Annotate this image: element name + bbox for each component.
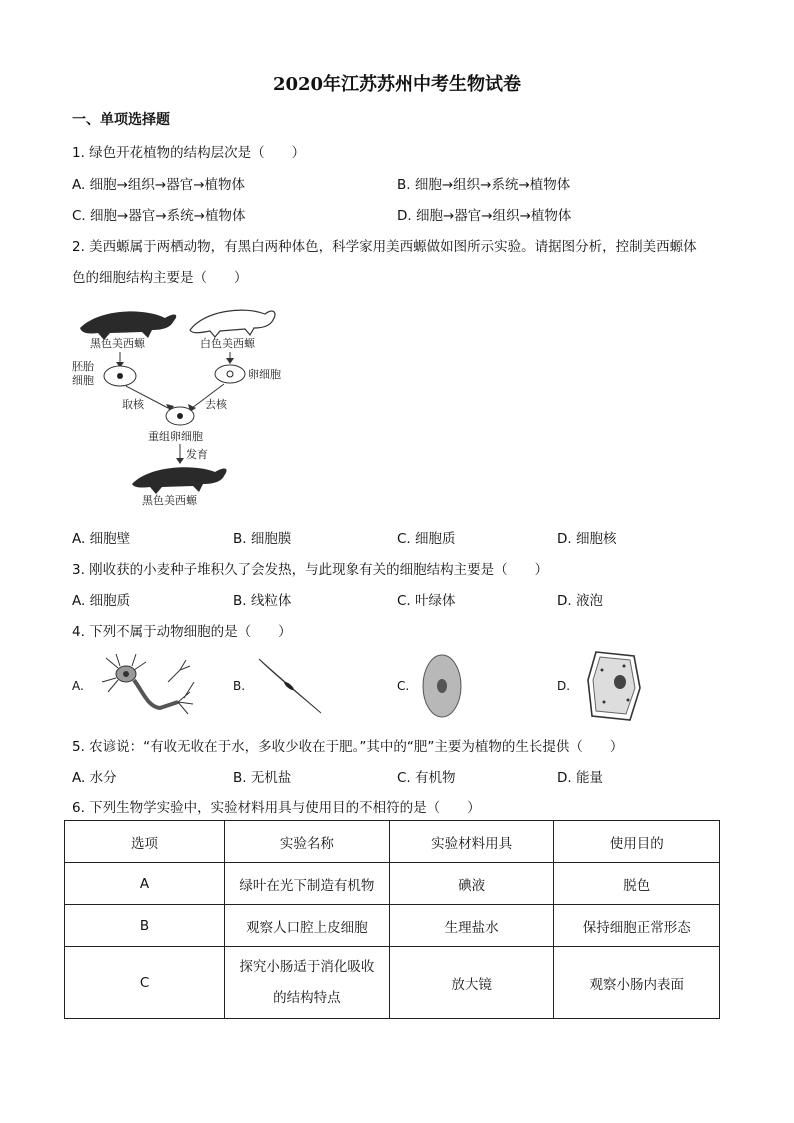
- q4-label-a: A.: [72, 679, 84, 693]
- table-cell: 保持细胞正常形态: [554, 905, 720, 947]
- table-row: [65, 905, 720, 947]
- table-cell: B: [65, 905, 225, 947]
- q2-option-a: A. 细胞壁: [72, 531, 131, 547]
- table-cell-line: 探究小肠适于消化吸收: [239, 958, 375, 975]
- q3-option-c: C. 叶绿体: [397, 593, 456, 609]
- q5-stem: 5. 农谚说：“有收无收在于水，多收少收在于肥。”其中的“肥”主要为植物的生长提供（ ）: [72, 739, 624, 755]
- q5-option-a: A. 水分: [72, 770, 117, 786]
- q3-option-d: D. 液泡: [557, 593, 603, 609]
- table-cell: 生理盐水: [389, 905, 554, 947]
- q1-option-c: C. 细胞→器官→系统→植物体: [72, 208, 246, 224]
- q1-option-d: D. 细胞→器官→组织→植物体: [397, 208, 572, 224]
- q3-option-b: B. 线粒体: [233, 593, 292, 609]
- result-black-axolotl-icon: [132, 467, 227, 494]
- take-nucleus-label: 取核: [122, 398, 144, 411]
- table-cell: 观察人口腔上皮细胞: [225, 905, 390, 947]
- embryo-label-2: 细胞: [72, 374, 94, 387]
- q4-label-c: C.: [397, 679, 410, 693]
- q2-option-b: B. 细胞膜: [233, 531, 292, 547]
- q3-stem: 3. 刚收获的小麦种子堆积久了会发热，与此现象有关的细胞结构主要是（ ）: [72, 562, 549, 578]
- egg-cell-label: 卵细胞: [248, 368, 281, 381]
- q4-label-d: D.: [557, 679, 571, 693]
- q1-stem: 1. 绿色开花植物的结构层次是（ ）: [72, 145, 306, 161]
- table-header: 实验名称: [225, 821, 390, 863]
- smooth-muscle-cell-icon: [255, 655, 325, 717]
- q2-stem-line2: 色的细胞结构主要是（ ）: [72, 270, 248, 286]
- table-cell: 观察小肠内表面: [554, 947, 720, 1019]
- table-cell: [225, 947, 390, 1019]
- egg-cell-icon: [215, 365, 245, 383]
- black-axolotl-icon: [80, 311, 176, 340]
- section-heading: 一、单项选择题: [72, 112, 170, 128]
- develop-label: 发育: [186, 448, 208, 461]
- q6-stem: 6. 下列生物学实验中，实验材料用具与使用目的不相符的是（ ）: [72, 800, 481, 816]
- result-label: 黑色美西螈: [142, 494, 197, 507]
- table-row: [65, 863, 720, 905]
- table-header: 使用目的: [554, 821, 720, 863]
- table-header: 实验材料用具: [389, 821, 554, 863]
- q2-stem-line1: 2. 美西螈属于两栖动物，有黑白两种体色，科学家用美西螈做如图所示实验。请据图分析，控制美西螈体: [72, 239, 697, 255]
- table-cell: A: [65, 863, 225, 905]
- recombined-egg-label: 重组卵细胞: [148, 430, 203, 443]
- q3-option-a: A. 细胞质: [72, 593, 131, 609]
- white-axolotl-icon: [190, 310, 275, 337]
- table-cell: 放大镜: [389, 947, 554, 1019]
- white-axolotl-label: 白色美西螈: [200, 337, 255, 350]
- page-title: 2020年江苏苏州中考生物试卷: [272, 74, 522, 95]
- table-cell: C: [65, 947, 225, 1019]
- plant-cell-icon: [584, 650, 644, 722]
- table-cell-line: 的结构特点: [273, 989, 341, 1006]
- q5-option-c: C. 有机物: [397, 770, 456, 786]
- embryo-label-1: 胚胎: [72, 360, 94, 373]
- neuron-cell-icon: [98, 652, 198, 720]
- q2-option-c: C. 细胞质: [397, 531, 456, 547]
- q5-option-d: D. 能量: [557, 770, 603, 786]
- q4-stem: 4. 下列不属于动物细胞的是（ ）: [72, 624, 292, 640]
- q6-table: [64, 820, 720, 1019]
- axolotl-nuclear-transfer-figure: [70, 300, 300, 515]
- q5-option-b: B. 无机盐: [233, 770, 292, 786]
- table-cell: 绿叶在光下制造有机物: [225, 863, 390, 905]
- epithelial-cell-icon: [420, 652, 464, 720]
- q2-option-d: D. 细胞核: [557, 531, 617, 547]
- remove-nucleus-label: 去核: [205, 398, 227, 411]
- table-cell: 脱色: [554, 863, 720, 905]
- table-header-row: [65, 821, 720, 863]
- q4-label-b: B.: [233, 679, 246, 693]
- q1-option-b: B. 细胞→组织→系统→植物体: [397, 177, 571, 193]
- table-header: 选项: [65, 821, 225, 863]
- black-axolotl-label: 黑色美西螈: [90, 337, 145, 350]
- table-row: [65, 947, 720, 1019]
- q1-option-a: A. 细胞→组织→器官→植物体: [72, 177, 246, 193]
- table-cell: 碘液: [389, 863, 554, 905]
